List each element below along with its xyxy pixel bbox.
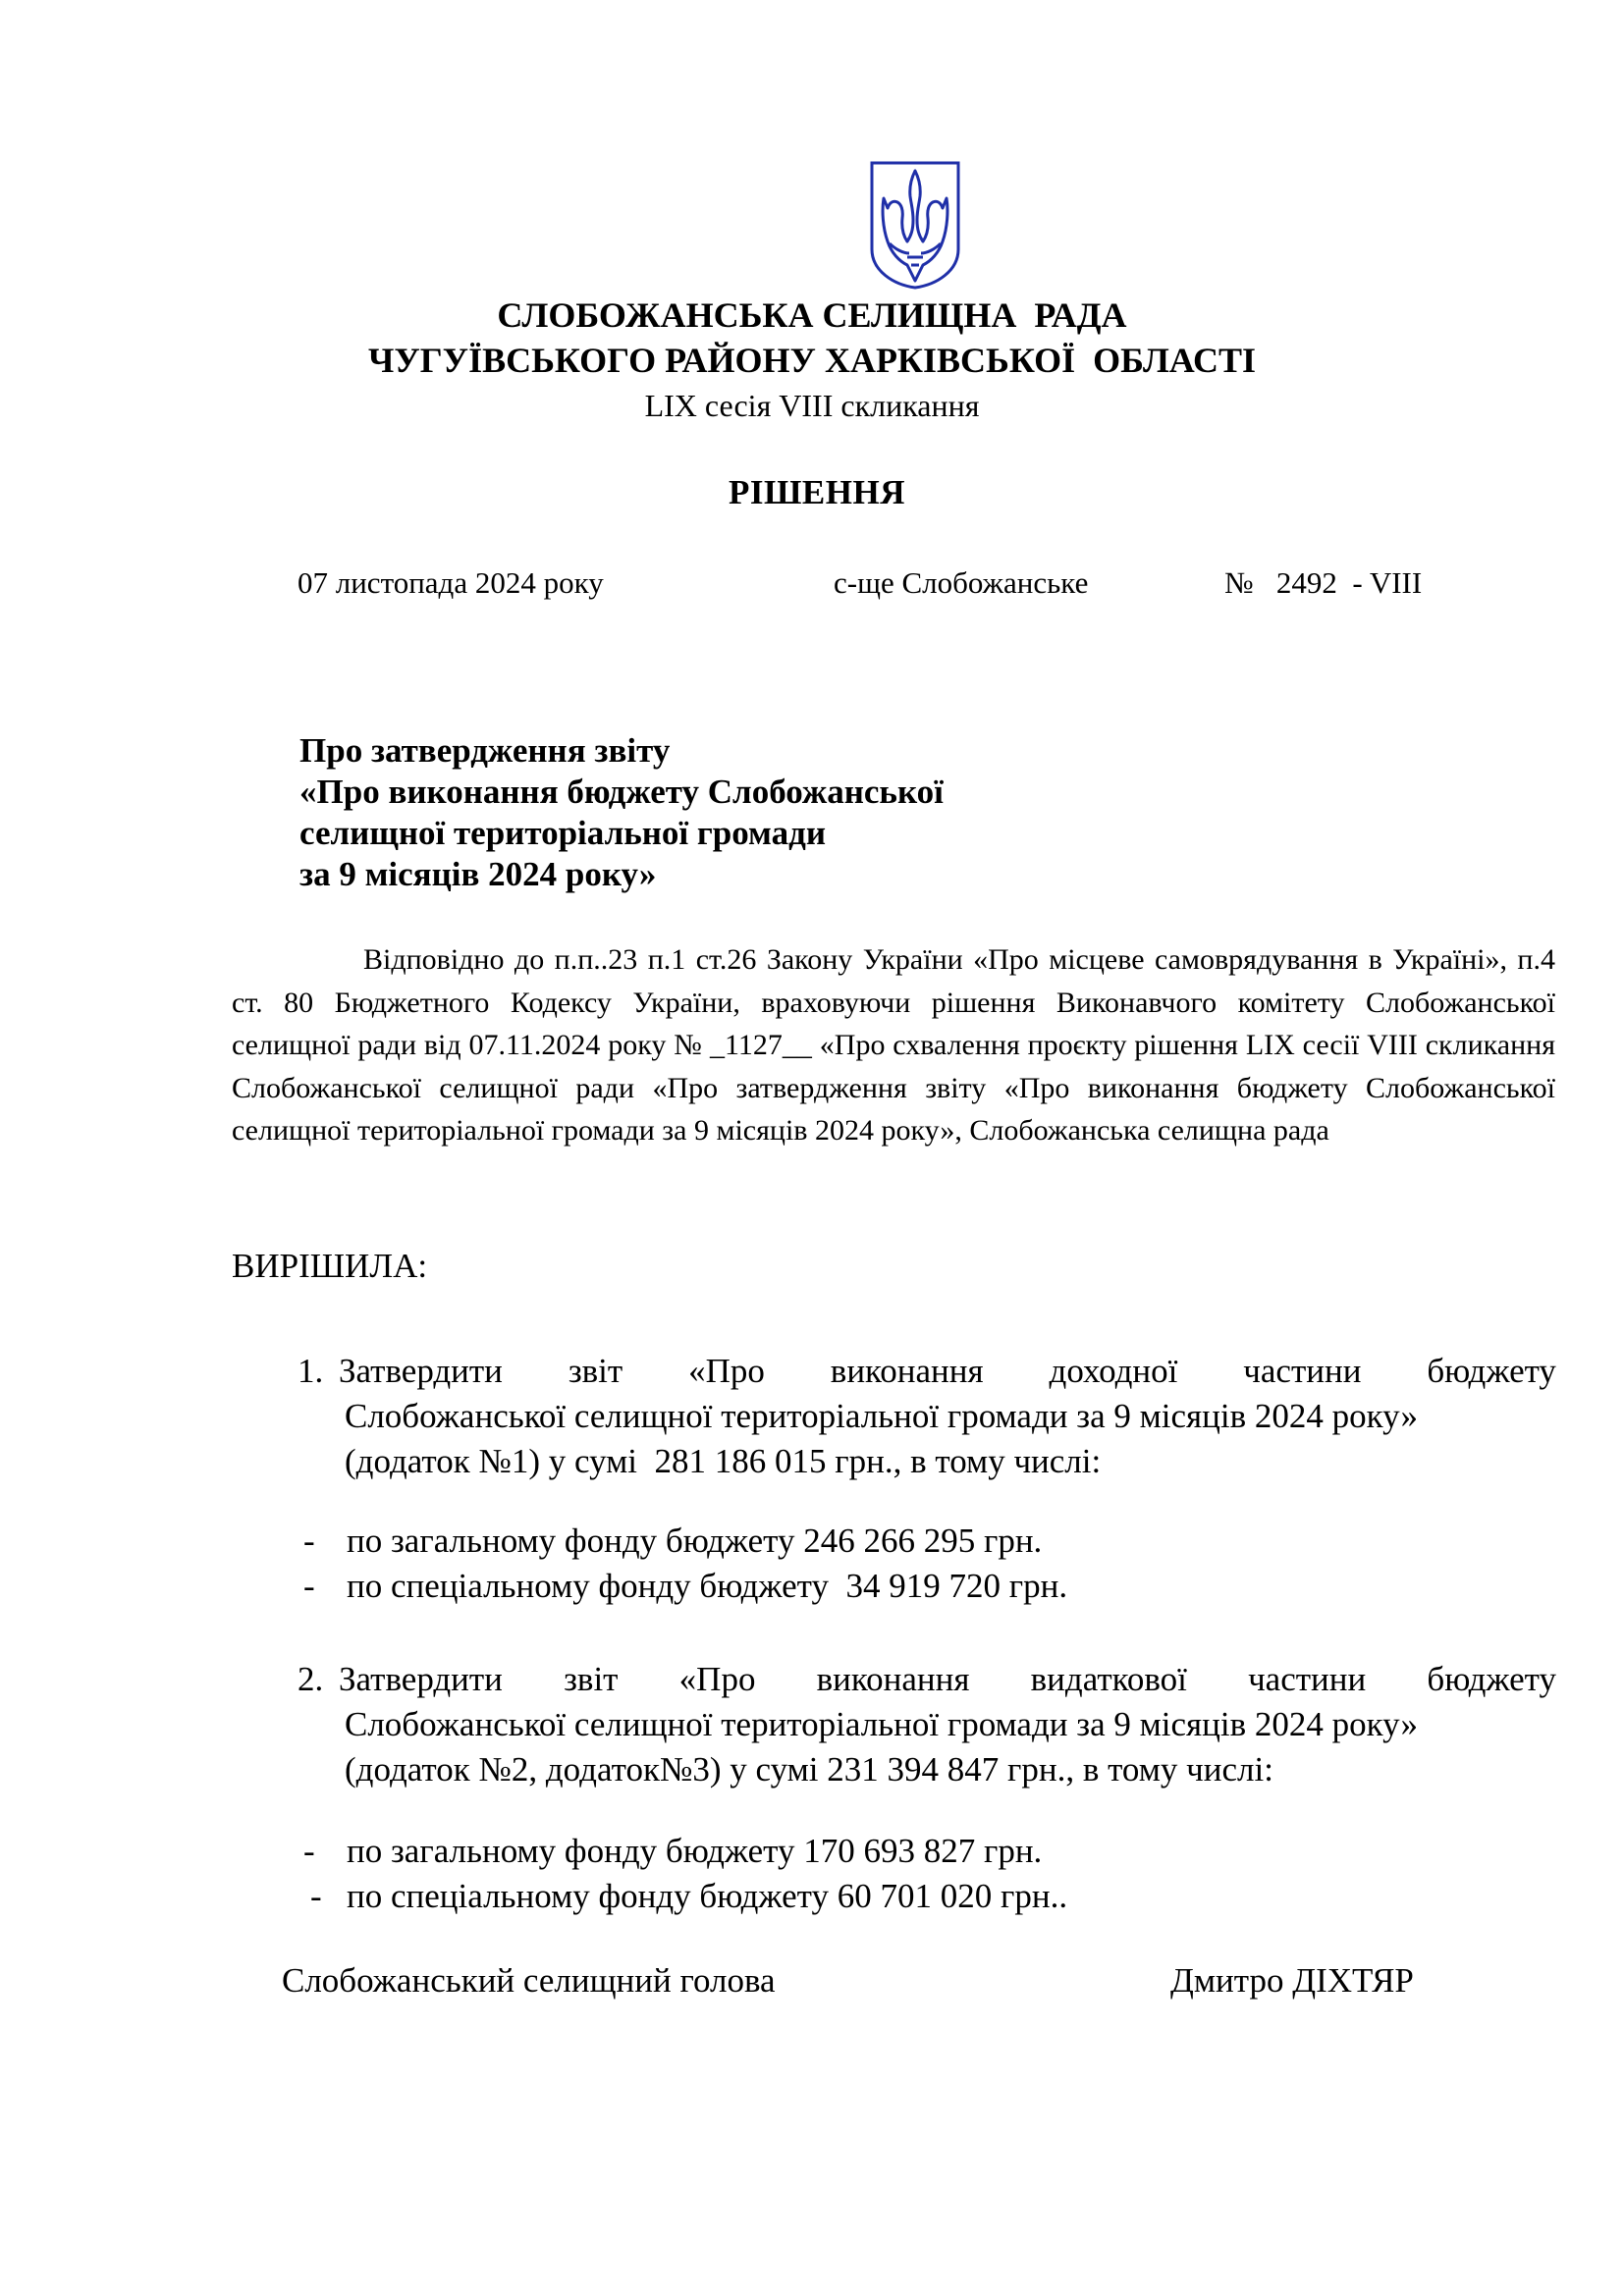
decision-number: № 2492 - VIII xyxy=(1224,565,1423,600)
item-word: доходної xyxy=(1049,1352,1178,1390)
title-line: «Про виконання бюджету Слобожанської xyxy=(299,773,944,811)
bullet-text: по спеціальному фонду бюджету 34 919 720 грн. xyxy=(347,1567,1068,1605)
document-type: РІШЕННЯ xyxy=(728,473,905,511)
item-word: «Про xyxy=(678,1660,756,1698)
ukraine-trident-icon xyxy=(868,159,962,291)
item-word: звіт xyxy=(564,1660,619,1698)
item-continuation xyxy=(345,1394,1556,1484)
item-word: Затвердити xyxy=(339,1660,503,1698)
item-continuation xyxy=(345,1702,1556,1792)
item-line: (додаток №1) у сумі 281 186 015 грн., в тому числі: xyxy=(345,1442,1102,1480)
bullet-text: по загальному фонду бюджету 170 693 827 грн. xyxy=(347,1832,1043,1870)
item-word: частини xyxy=(1248,1660,1367,1698)
bullet-dash: - xyxy=(310,1877,322,1915)
item-word: «Про xyxy=(688,1352,765,1390)
bullet-text: по загальному фонду бюджету 246 266 295 грн. xyxy=(347,1522,1043,1560)
bullet-dash: - xyxy=(303,1832,315,1870)
item-word: видаткової xyxy=(1030,1660,1187,1698)
item-word: виконання xyxy=(830,1352,984,1390)
item-word: бюджету xyxy=(1427,1352,1556,1390)
item-line: Слобожанської селищної територіальної громади за 9 місяців 2024 року» xyxy=(345,1705,1418,1743)
council-name: СЛОБОЖАНСЬКА СЕЛИЩНА РАДА xyxy=(497,295,1127,335)
item-first-line xyxy=(339,1349,1556,1394)
bullet-dash: - xyxy=(303,1567,315,1605)
bullet-dash: - xyxy=(303,1522,315,1560)
item-word: звіт xyxy=(568,1352,623,1390)
item-word: частини xyxy=(1243,1352,1362,1390)
item-number: 2. xyxy=(298,1660,324,1698)
item-word: виконання xyxy=(816,1660,970,1698)
title-line: Про затвердження звіту xyxy=(299,731,671,770)
resolved-label: ВИРІШИЛА: xyxy=(232,1247,428,1285)
preamble-paragraph: Відповідно до п.п..23 п.1 ст.26 Закону України «Про місцеве самоврядування в Україні», п.4 ст. 80 Бюджетного Кодексу України, враховуючи рішення Виконавчого комітету Слобожанської селищної ради від 07.11.2024 року № _1127__ «Про схвалення проєкту рішення LIX сесії VIII скликання Слобожанської селищної ради «Про затвердження звіту «Про виконання бюджету Слобожанської селищної територіальної громади за 9 місяців 2024 року», Слобожанська селищна рада xyxy=(232,943,1555,1147)
decision-place: с-ще Слобожанське xyxy=(834,565,1089,600)
signatory-name: Дмитро ДІХТЯР xyxy=(1170,1961,1414,2000)
bullet-text: по спеціальному фонду бюджету 60 701 020 грн.. xyxy=(347,1877,1068,1915)
item-word: Затвердити xyxy=(339,1352,503,1390)
signatory-position: Слобожанський селищний голова xyxy=(282,1961,776,2000)
decision-date: 07 листопада 2024 року xyxy=(298,565,604,600)
item-first-line xyxy=(339,1657,1556,1702)
title-line: за 9 місяців 2024 року» xyxy=(299,855,657,893)
session-info: LIX сесія VIII скликання xyxy=(644,388,980,423)
district-region-name: ЧУГУЇВСЬКОГО РАЙОНУ ХАРКІВСЬКОЇ ОБЛАСТІ xyxy=(367,341,1257,380)
decision-title xyxy=(299,730,944,895)
item-line: Слобожанської селищної територіальної громади за 9 місяців 2024 року» xyxy=(345,1397,1418,1435)
item-line: (додаток №2, додаток№3) у сумі 231 394 847 грн., в тому числі: xyxy=(345,1750,1273,1789)
title-line: селищної територіальної громади xyxy=(299,814,827,852)
resolution-item-2 xyxy=(298,1657,1564,1794)
resolution-item-1 xyxy=(298,1349,1564,1486)
item-word: бюджету xyxy=(1427,1660,1556,1698)
item-number: 1. xyxy=(298,1352,324,1390)
